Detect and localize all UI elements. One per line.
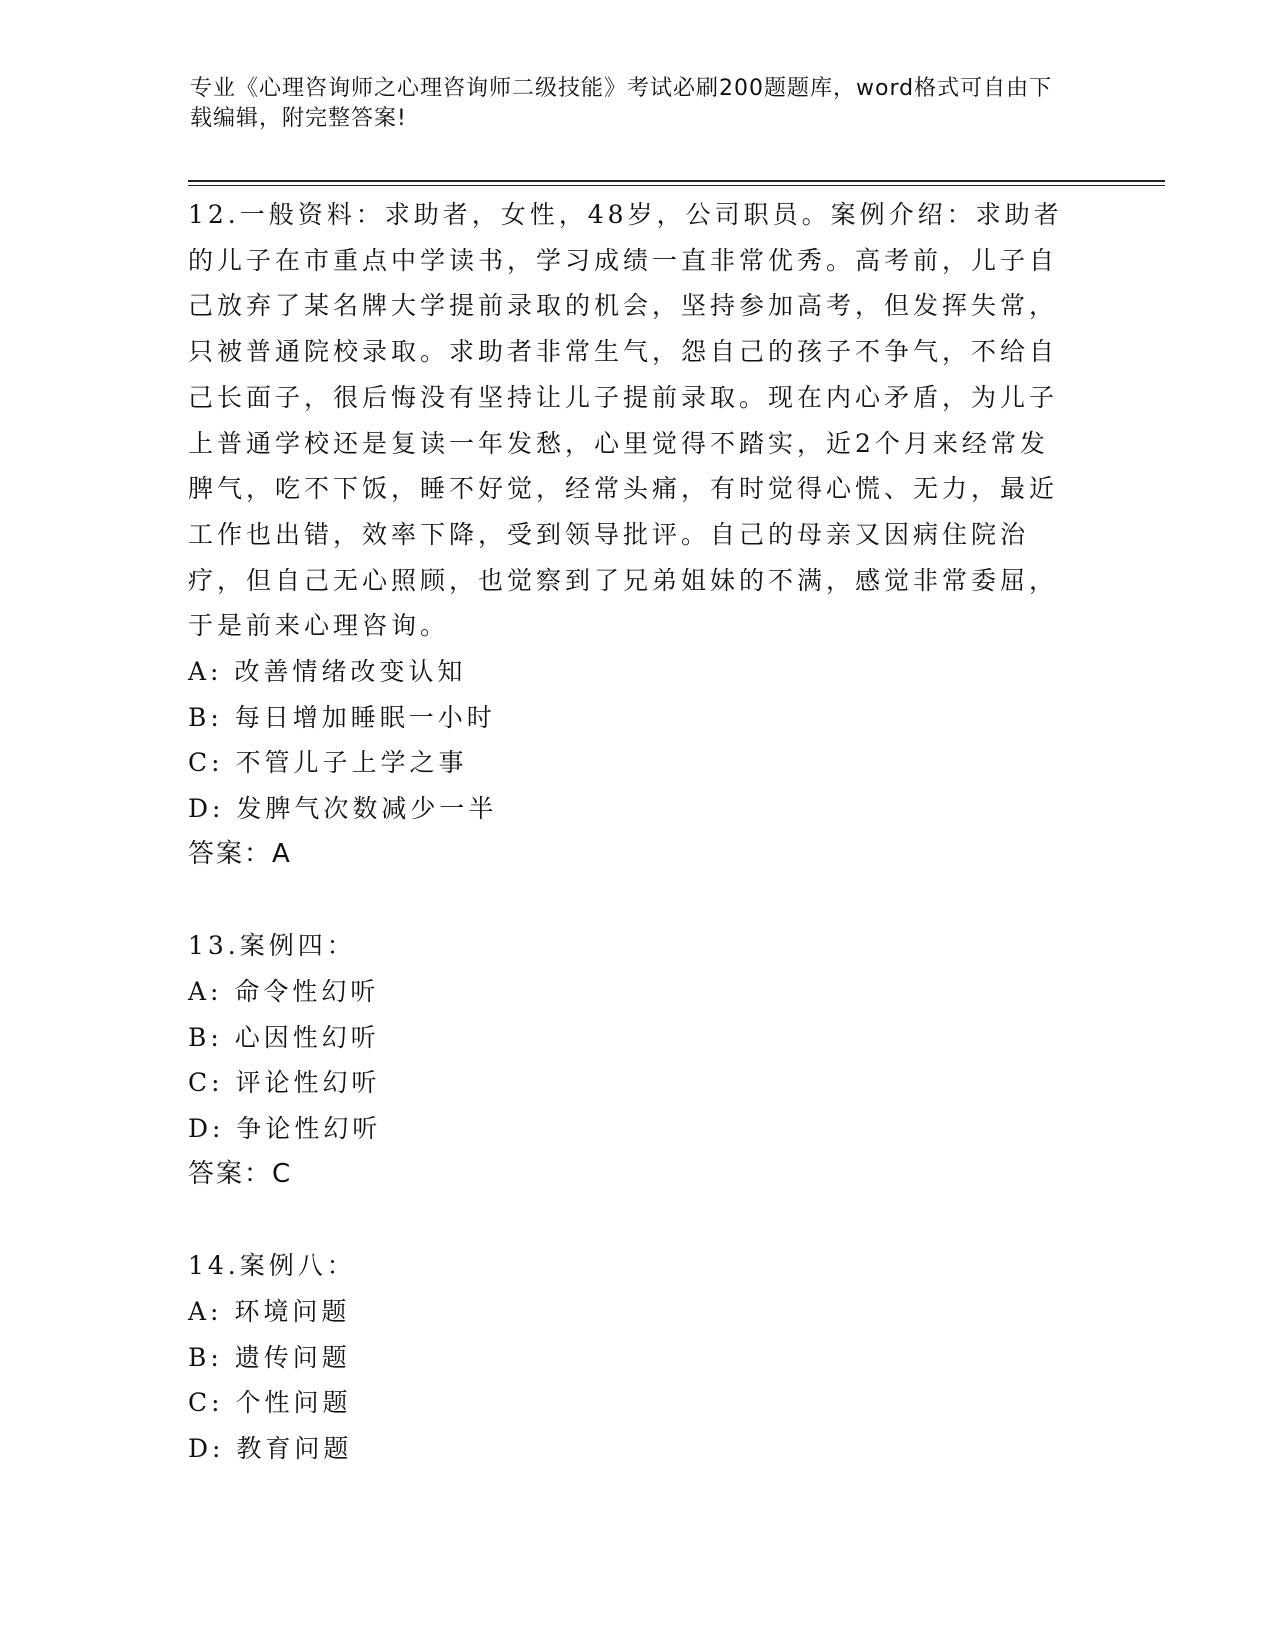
option-b: B: 遗传问题	[188, 1342, 351, 1372]
header-divider-thick	[188, 180, 1165, 182]
answer-label: 答案：C	[188, 1158, 293, 1189]
option-d: D: 教育问题	[188, 1433, 353, 1463]
question-12	[188, 192, 1088, 878]
spacer	[188, 1197, 1088, 1243]
option-a: A: 命令性幻听	[188, 976, 380, 1006]
option-b: B: 每日增加睡眠一小时	[188, 702, 496, 732]
option-d: D: 争论性幻听	[188, 1114, 382, 1144]
header-title: 专业《心理咨询师之心理咨询师二级技能》考试必刷200题题库，word格式可自由下载编辑，附完整答案!	[190, 76, 1053, 131]
option-c: C: 不管儿子上学之事	[188, 748, 468, 778]
spacer	[188, 878, 1088, 924]
header-divider-thin	[188, 185, 1165, 186]
option-d: D: 发脾气次数减少一半	[188, 794, 498, 824]
question-13	[188, 923, 1088, 1197]
question-stem: 14.案例八：	[188, 1251, 356, 1281]
option-a: A: 环境问题	[188, 1296, 351, 1326]
option-b: B: 心因性幻听	[188, 1022, 380, 1052]
option-c: C: 评论性幻听	[188, 1068, 381, 1098]
question-stem: 13.案例四：	[188, 931, 356, 961]
answer-label: 答案：A	[188, 838, 292, 869]
question-14	[188, 1243, 1088, 1472]
question-stem: 12.一般资料：求助者，女性，48岁，公司职员。案例介绍：求助者的儿子在市重点中学读书，学习成绩一直非常优秀。高考前，儿子自己放弃了某名牌大学提前录取的机会，坚持参加高考，但发挥失常，只被普通院校录取。求助者非常生气，怨自己的孩子不争气，不给自己长面子，很后悔没有坚持让儿子提前录取。现在内心矛盾，为儿子上普通学校还是复读一年发愁，心里觉得不踏实，近2个月来经常发脾气，吃不下饭，睡不好觉，经常头痛，有时觉得心慌、无力，最近工作也出错，效率下降，受到领导批评。自己的母亲又因病住院治疗，但自己无心照顾，也觉察到了兄弟姐妹的不满，感觉非常委屈，于是前来心理咨询。	[188, 200, 1063, 641]
option-a: A: 改善情绪改变认知	[188, 657, 467, 687]
question-list	[188, 192, 1088, 1472]
option-c: C: 个性问题	[188, 1388, 352, 1418]
document-header	[190, 74, 1070, 134]
